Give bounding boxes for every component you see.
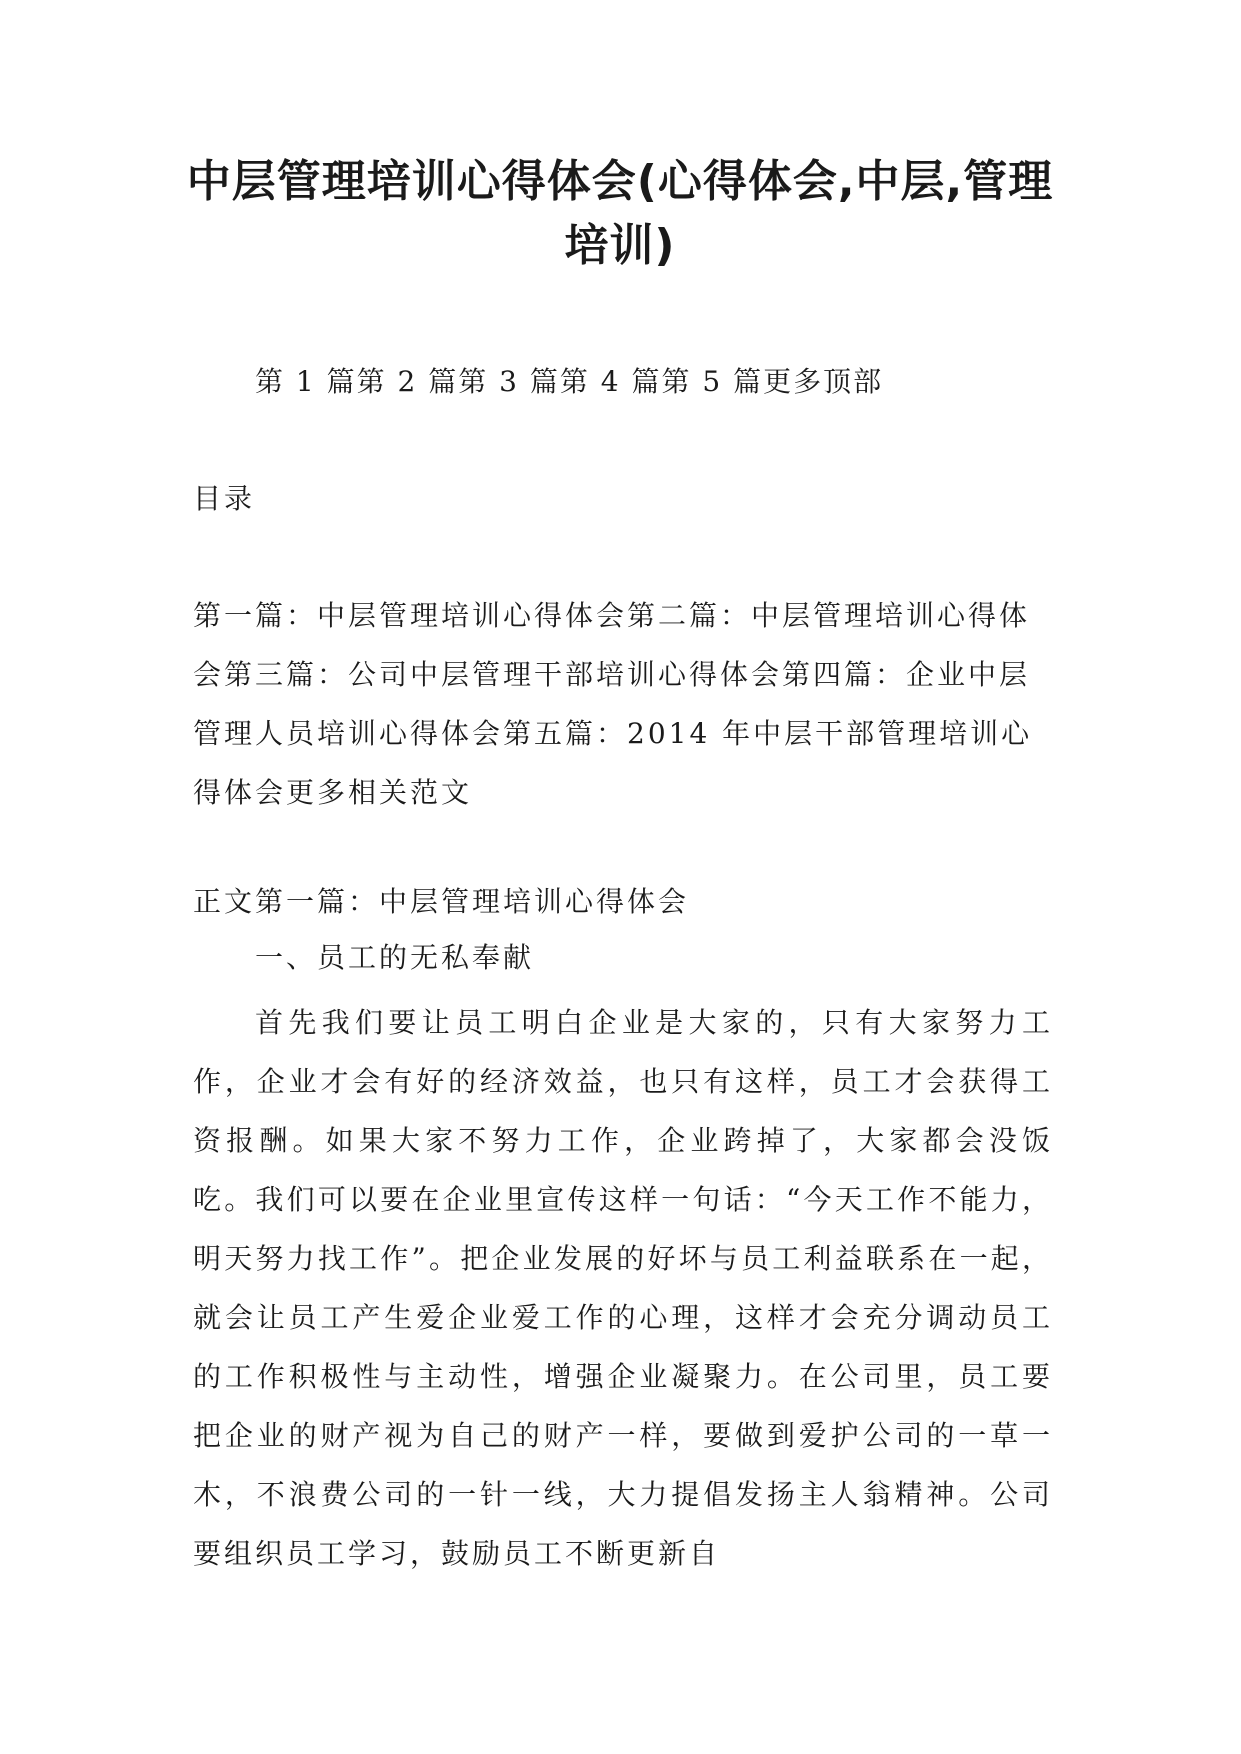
- nav-link-article-3[interactable]: 第 3 篇: [458, 365, 560, 398]
- nav-link-article-5[interactable]: 第 5 篇: [661, 365, 764, 398]
- article-nav: [255, 362, 883, 402]
- document-title: 中层管理培训心得体会(心得体会,中层,管理培训): [186, 156, 1054, 271]
- section-heading: 一、员工的无私奉献: [255, 941, 535, 974]
- toc-list: 第一篇：中层管理培训心得体会第二篇：中层管理培训心得体会第三篇：公司中层管理干部培训心得体会第四篇：企业中层管理人员培训心得体会第五篇：2014 年中层干部管理培训心得体会更多相关范文: [193, 599, 1033, 809]
- nav-link-article-4[interactable]: 第 4 篇: [559, 365, 662, 398]
- nav-link-article-1[interactable]: 第 1 篇: [255, 365, 357, 398]
- body-paragraph: 首先我们要让员工明白企业是大家的，只有大家努力工作，企业才会有好的经济效益，也只有这样，员工才会获得工资报酬。如果大家不努力工作，企业跨掉了，大家都会没饭吃。我们可以要在企业里宣传这样一句话：“今天工作不能力，明天努力找工作”。把企业发展的好坏与员工利益联系在一起，就会让员工产生爱企业爱工作的心理，这样才会充分调动员工的工作积极性与主动性，增强企业凝聚力。在公司里，员工要把企业的财产视为自己的财产一样，要做到爱护公司的一草一木，不浪费公司的一针一线，大力提倡发扬主人翁精神。公司要组织员工学习，鼓励员工不断更新自: [193, 1006, 1053, 1570]
- toc-heading: 目录: [193, 482, 256, 515]
- nav-link-article-2[interactable]: 第 2 篇: [356, 365, 459, 398]
- nav-link-top[interactable]: 顶部: [823, 365, 884, 398]
- nav-link-more[interactable]: 更多: [763, 365, 824, 398]
- main-text-heading: 正文第一篇：中层管理培训心得体会: [193, 885, 690, 918]
